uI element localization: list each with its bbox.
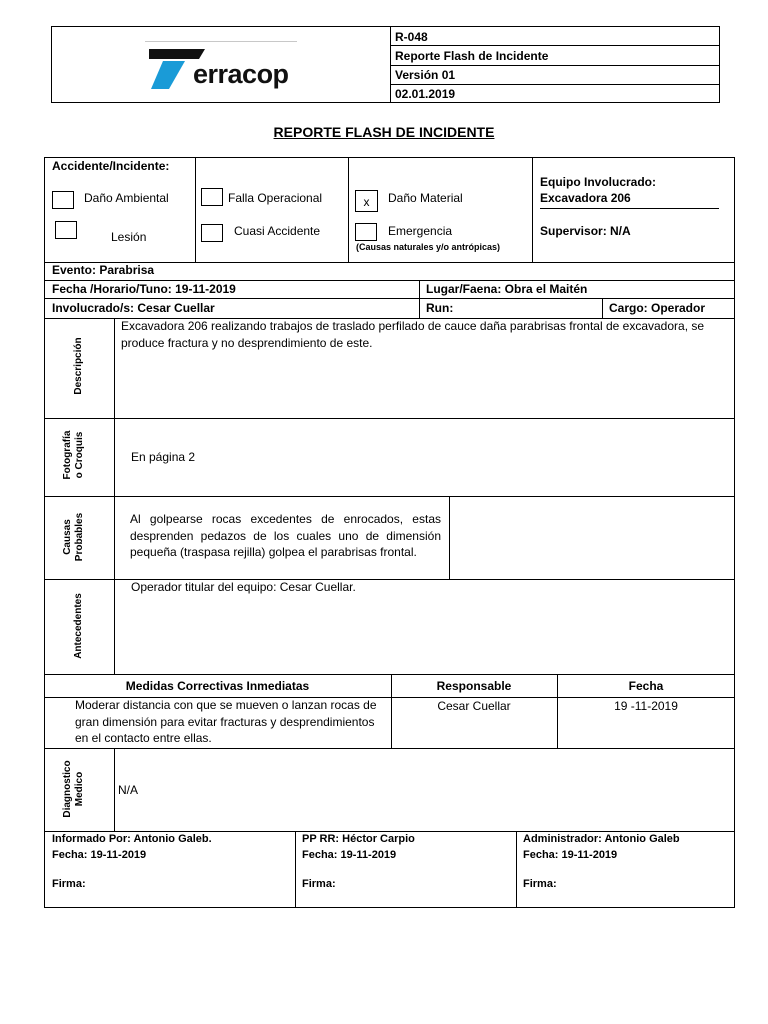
antecedentes-label: Antecedentes [73, 593, 84, 659]
fotografia-text: En página 2 [131, 450, 196, 464]
company-logo [145, 41, 305, 93]
grid-line [295, 831, 296, 908]
evento: Evento: Parabrisa [52, 263, 155, 277]
cargo: Cargo: Operador [609, 301, 706, 315]
grid-line [449, 496, 450, 579]
diagnostico-label-line2: Medico [74, 771, 85, 807]
descripcion-text: Excavadora 206 realizando trabajos de traslado perfilado de cauce daña parabrisas frontal de excavadora, se produce fractura y no desprendimiento de este. [121, 319, 705, 350]
descripcion-label: Descripción [73, 337, 84, 395]
responsable-header: Responsable [436, 679, 512, 693]
lugar-faena: Lugar/Faena: Obra el Maitén [426, 282, 588, 296]
diagnostico-label-line1: Diagnostico [62, 760, 73, 818]
header-row-line [390, 45, 720, 46]
doc-title: Reporte Flash de Incidente [395, 49, 549, 63]
grid-line [419, 280, 420, 298]
causas-label-line1: Causas [62, 519, 73, 555]
equipo-underline [540, 208, 719, 209]
medidas-header: Medidas Correctivas Inmediatas [125, 679, 310, 693]
label-emergencia: Emergencia [388, 224, 453, 238]
grid-line [419, 298, 420, 318]
causas-text: Al golpearse rocas excedentes de enrocados, estas desprenden pedazos de los cuales uno de dimensión pequeña (traspasa rejilla) golpea el parabrisas frontal. [130, 512, 441, 559]
checkbox-cuasi-accidente[interactable] [201, 224, 223, 242]
causas-label-line2: Probables [74, 512, 85, 562]
fotografia-label-line2: o Croquis [74, 431, 85, 479]
checkbox-lesion[interactable] [55, 221, 77, 239]
label-lesion: Lesión [111, 230, 147, 244]
doc-date: 02.01.2019 [395, 87, 456, 101]
equipo-label: Equipo Involucrado: [540, 175, 656, 189]
grid-line [516, 831, 517, 908]
antecedentes-text: Operador titular del equipo: Cesar Cuellar. [131, 580, 356, 594]
checkbox-falla-operacional[interactable] [201, 188, 223, 206]
signature-informado-firma: Firma: [52, 878, 86, 890]
grid-line [348, 157, 349, 262]
emergencia-note: (Causas naturales y/o antrópicas) [356, 242, 501, 252]
logo-top-rule [145, 41, 297, 42]
grid-line [44, 748, 735, 749]
responsable-value: Cesar Cuellar [437, 699, 511, 713]
grid-line [44, 418, 735, 419]
incident-type-label: Accidente/Incidente: [52, 159, 170, 173]
label-cuasi-accidente: Cuasi Accidente [234, 224, 321, 238]
signature-admin-role: Administrador: Antonio Galeb [523, 833, 680, 845]
grid-line [602, 298, 603, 318]
label-dano-ambiental: Daño Ambiental [84, 191, 169, 205]
diagnostico-label [62, 739, 96, 839]
grid-line [44, 496, 735, 497]
grid-line [44, 674, 735, 675]
checkbox-dano-ambiental[interactable] [52, 191, 74, 209]
involucrado: Involucrado/s: Cesar Cuellar [52, 301, 215, 315]
doc-version: Versión 01 [395, 68, 456, 82]
label-falla-operacional: Falla Operacional [228, 191, 323, 205]
grid-line [44, 298, 735, 299]
doc-code: R-048 [395, 30, 428, 44]
label-dano-material: Daño Material [388, 191, 463, 205]
grid-line [195, 157, 196, 262]
medidas-text: Moderar distancia con que se mueven o lanzan rocas de gran dimensión para evitar fracturas y desprendimientos en el contacto entre ellas. [75, 698, 377, 745]
signature-informado-fecha: Fecha: 19-11-2019 [52, 849, 147, 861]
fecha-header: Fecha [628, 679, 664, 693]
fecha-value: 19 -11-2019 [614, 699, 678, 713]
diagnostico-text: N/A [118, 783, 139, 797]
logo-wordmark: erracop [193, 59, 289, 89]
signature-admin-firma: Firma: [523, 878, 557, 890]
fecha-horario: Fecha /Horario/Tuno: 19-11-2019 [52, 282, 236, 296]
signature-informado-role: Informado Por: Antonio Galeb. [52, 833, 212, 845]
fotografia-label-line1: Fotografía [62, 430, 73, 480]
header-row-line [390, 84, 720, 85]
supervisor: Supervisor: N/A [540, 224, 631, 238]
signature-admin-fecha: Fecha: 19-11-2019 [523, 849, 618, 861]
signature-pprr-fecha: Fecha: 19-11-2019 [302, 849, 397, 861]
checkbox-emergencia[interactable] [355, 223, 377, 241]
header-row-line [390, 65, 720, 66]
causas-label [62, 487, 96, 587]
signature-pprr-firma: Firma: [302, 878, 336, 890]
report-title: REPORTE FLASH DE INCIDENTE [273, 124, 495, 140]
run: Run: [426, 301, 454, 315]
grid-line [114, 748, 115, 831]
signature-pprr-role: PP RR: Héctor Carpio [302, 833, 415, 845]
equipo-value: Excavadora 206 [540, 191, 631, 205]
grid-line [532, 157, 533, 262]
checkbox-dano-material[interactable]: x [355, 190, 378, 212]
